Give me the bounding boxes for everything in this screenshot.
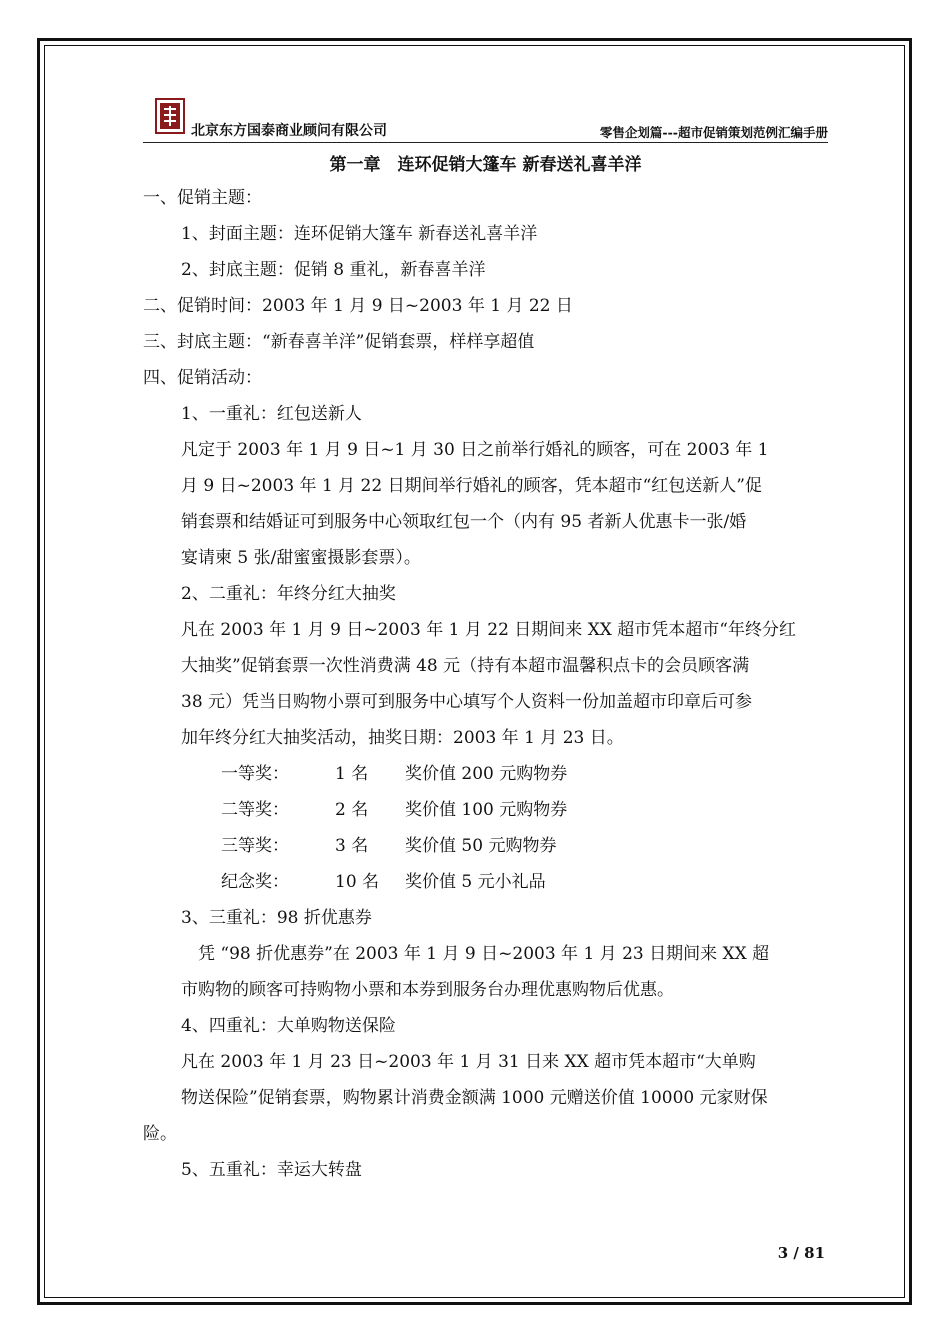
- paragraph-line: 市购物的顾客可持购物小票和本券到服务台办理优惠购物后优惠。: [181, 980, 674, 1000]
- prize-count: 2 名: [335, 800, 369, 820]
- handbook-title: 零售企划篇---超市促销策划范例汇编手册: [599, 125, 828, 140]
- section-heading: 一、促销主题：: [143, 188, 262, 208]
- gift-title: 5、五重礼：幸运大转盘: [181, 1160, 362, 1180]
- prize-desc: 奖价值 50 元购物券: [405, 836, 557, 856]
- paragraph-line: 宴请柬 5 张/甜蜜蜜摄影套票）。: [181, 548, 421, 568]
- prize-level: 三等奖：: [221, 836, 289, 856]
- prize-count: 10 名: [335, 872, 380, 892]
- paragraph-line: 险。: [143, 1124, 177, 1144]
- prize-row: [143, 756, 828, 792]
- prize-level: 纪念奖：: [221, 872, 289, 892]
- prize-level: 一等奖：: [221, 764, 289, 784]
- paragraph-line: 凡在 2003 年 1 月 23 日~2003 年 1 月 31 日来 XX 超市凭本超市“大单购: [181, 1052, 756, 1072]
- page-number: 3 / 81: [777, 1244, 825, 1262]
- paragraph-line: 月 9 日~2003 年 1 月 22 日期间举行婚礼的顾客，凭本超市“红包送新人”促: [181, 476, 762, 496]
- prize-row: [143, 828, 828, 864]
- paragraph-line: 大抽奖”促销套票一次性消费满 48 元（持有本超市温馨积点卡的会员顾客满: [181, 656, 750, 676]
- prize-row: [143, 792, 828, 828]
- list-item: 1、封面主题：连环促销大篷车 新春送礼喜羊洋: [181, 224, 538, 244]
- prize-desc: 奖价值 5 元小礼品: [405, 872, 546, 892]
- prize-count: 1 名: [335, 764, 369, 784]
- prize-level: 二等奖：: [221, 800, 289, 820]
- paragraph-line: 38 元）凭当日购物小票可到服务中心填写个人资料一份加盖超市印章后可参: [181, 692, 753, 712]
- gift-title: 2、二重礼：年终分红大抽奖: [181, 584, 396, 604]
- company-name: 北京东方国泰商业顾问有限公司: [191, 123, 387, 139]
- document-body: [143, 150, 828, 1188]
- prize-row: [143, 864, 828, 900]
- page-header: [143, 96, 828, 143]
- gift-title: 1、一重礼：红包送新人: [181, 404, 362, 424]
- prize-desc: 奖价值 200 元购物券: [405, 764, 568, 784]
- section-heading: 三、封底主题：“新春喜羊洋”促销套票，样样享超值: [143, 332, 535, 352]
- chapter-title: 第一章 连环促销大篷车 新春送礼喜羊洋: [329, 155, 642, 175]
- company-logo-icon: [155, 98, 185, 134]
- section-heading: 二、促销时间：2003 年 1 月 9 日~2003 年 1 月 22 日: [143, 296, 573, 316]
- paragraph-line: 凡定于 2003 年 1 月 9 日~1 月 30 日之前举行婚礼的顾客，可在 2003 年 1: [181, 440, 769, 460]
- paragraph-line: 销套票和结婚证可到服务中心领取红包一个（内有 95 者新人优惠卡一张/婚: [181, 512, 747, 532]
- paragraph-line: 凭 “98 折优惠券”在 2003 年 1 月 9 日~2003 年 1 月 23 日期间来 XX 超: [181, 944, 770, 964]
- prize-count: 3 名: [335, 836, 369, 856]
- prize-desc: 奖价值 100 元购物券: [405, 800, 568, 820]
- gift-title: 4、四重礼：大单购物送保险: [181, 1016, 396, 1036]
- list-item: 2、封底主题：促销 8 重礼，新春喜羊洋: [181, 260, 486, 280]
- section-heading: 四、促销活动：: [143, 368, 262, 388]
- paragraph-line: 物送保险”促销套票，购物累计消费金额满 1000 元赠送价值 10000 元家财保: [181, 1088, 768, 1108]
- paragraph-line: 加年终分红大抽奖活动，抽奖日期：2003 年 1 月 23 日。: [181, 728, 624, 748]
- paragraph-line: 凡在 2003 年 1 月 9 日~2003 年 1 月 22 日期间来 XX 超市凭本超市“年终分红: [181, 620, 796, 640]
- gift-title: 3、三重礼：98 折优惠券: [181, 908, 372, 928]
